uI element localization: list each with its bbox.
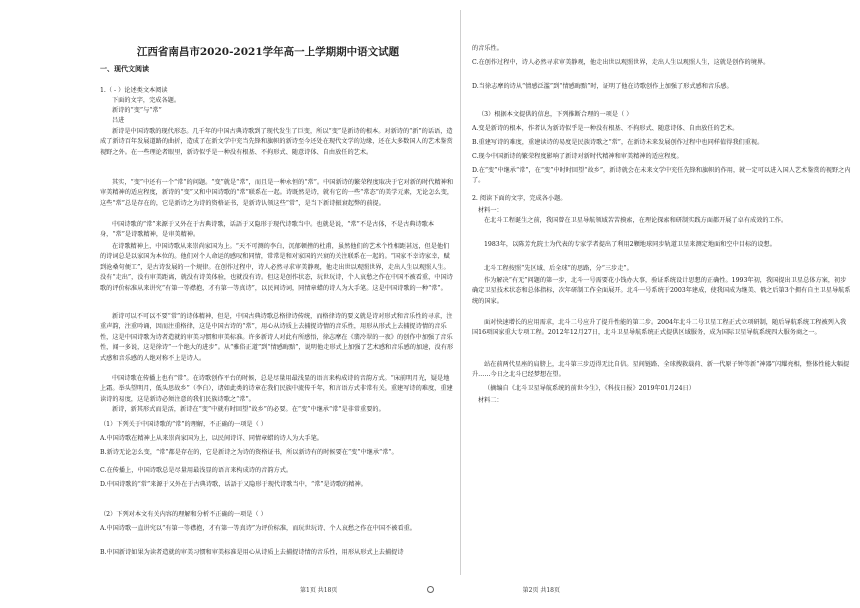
option-1-1-b: B.新诗无论怎么变，“常”都是存在的，它是新诗之为诗的资格证书，所以新诗有的时候要在“变”中继承“常”。 [100,449,398,456]
material-1-paragraph-3: 北斗工程按照“先区域、后全球”的思路，分“三步走”。 [484,265,633,272]
article-author: 吕进 [112,117,125,124]
page-footer [300,585,560,594]
article-paragraph-4: 在诗歌精神上，中国诗歌从来崇尚家国为上。“天不可测的李白，沉郁顿挫的杜甫，虽然他们的艺术个性相距甚远，但是他们的诗词总是以家国为本位的。他们对个人命运的感叹和同情，常常是和对家国的兴衰的关注联系在一起的。“国家不幸诗家幸，赋到沧桑句便工”，是古诗发展的一个规律。在创作过程中，诗人必然寻求审美静观，他走出世以观照世界，走出人生以观照人生。没有“走出”，没有审美距离，就没有诗美体验，也就没有诗。但这是创作状态，玩世玩诗，个人哀愁之作在中国不被看重，中国诗歌的评价标准从来讲究“有第一等襟抱，才有第一等真诗”，以民间诗词，同情章蜡的诗人为大手笔。这是中国诗歌的一种“常”。 [100,243,453,292]
page-title: 江西省南昌市2020-2021学年高一上学期期中语文试题 [136,46,400,58]
question-2-heading: 2. 阅读下面的文字，完成各小题。 [472,195,567,202]
article-paragraph-7: 新诗，新其形式而是活，新诗在“变”中就有时回望“故乡”的必要。在“变”中继承“常”是非常重要的。 [112,406,385,413]
material-1-paragraph-6: 站在前两代星座的肩膀上，北斗第三步迈得无比自信。星间链路、全球搜救载荷、新一代原子钟等新“神器”闪耀亮相，整体性能大幅提升……今日之北斗已经梦想在望。 [472,361,850,379]
article-title: 新诗的“变”与“常” [112,107,162,114]
option-1-2-a: A.中国诗歌一直讲究以“有第一等襟抱，才有第一等真诗”为评价标准，而玩世玩诗、个人哀愁之作在中国不被看重。 [100,525,416,532]
page-number-right: 第2页 共18页 [522,587,560,594]
material-1-label: 材料一： [478,207,503,214]
option-1-3-d: D.在“变”中继承“常”，在“变”中时时回望“故乡”，新诗就会在未来文学中充任先锋和旗帜的作用，就一定可以进入国人艺术鉴赏的视野之内了。 [472,167,851,185]
option-1-2-d: D.当徐志摩的诗从“情感泛滥”到“情感晦黯”时，证明了他在诗歌创作上加强了形式感和音乐感。 [472,83,733,90]
continued-text: 的音乐性。 [472,45,503,52]
material-1-source: （摘编自《北斗卫星导航系统的前世今生》，《科技日报》2019年01月24日） [484,385,695,392]
section-heading: 一、现代文阅读 [100,64,149,73]
question-1-heading: 1.（ - ）论述类文本阅读 [100,87,168,94]
question-1-3: （3）根据本文提供的信息，下列推断合理的一项是（ ） [478,111,633,118]
option-1-2-b: B.中国新诗如果为读者造就的审美习惯和审美标准是用心从诗质上去捕捉诗情的音乐性，用形从形式上去捕捉诗 [100,549,404,556]
option-1-3-a: A.变是新诗的根本，作者认为新诗似乎是一种没有根基、不拘形式、随意诗体、自由放任的艺术。 [472,125,739,132]
right-column [472,0,860,608]
option-1-1-d: D.中国诗歌的“常”来源于又外在于古典诗歌，话語于又隐形于现代诗歌当中，“常”是诗歌的精神。 [100,481,367,488]
article-paragraph-6: 中国诗歌在传播上也有“常”。在诗歌创作平台的时候，总是尽量用最浅显的语言来构成诗的音韵方式。“床前明月光，疑是地上霜。举头望明月，低头思故乡”（李白），诸如此类的诗章在我们民族中流传千年，和言语方式非常有关。重建写诗的难度，重建读诗的易度，这是新诗必须注意的我们民族诗歌之“常”。 [100,375,453,403]
article-paragraph-2: 其实，“变”中还有一个“常”的问题。“变”就是“常”，而且是一种永恒的“常”。中国新诗的繁荣程度取决于它对新的时代精神和审美精神的适应程度，新诗的“变”又和中国诗歌的“常”联系在一起。诗既然是诗，就有它的一些“常态”的美学元素，无论怎么变，这些“常”总是存在的，它是新诗之为诗的资格证书，是新诗认领这些“常”，是当下新诗振衰起弊的前提。 [100,179,454,207]
article-paragraph-1: 新诗是中国诗歌的现代形态。几千年的中国古典诗歌到了现代发生了巨变，所以“变”是新诗的根本。对新诗的“新”的话语，造成了新诗百年发展道路的曲折，造成了在新文学中充当先锋和旗帜的新诗至今还处在现代文学的边缘，还在大多数国人的艺术鉴赏视野之外。在一些理论者眼里，新诗似乎是一种没有根基、不拘形式、随意诗体、自由放任的艺术。 [100,128,453,156]
question-1-instruction: 下面的文字，完成各题。 [112,97,181,104]
option-1-2-c: C.在创作过程中，诗人必然寻求审美静观，他走出世以观照世界，走出人生以观照人生，这就是创作的境界。 [472,59,770,66]
column-divider [460,10,461,575]
material-1-paragraph-2: 1983年，以陈芳允院士为代表的专家学者提出了利用2颗地球同步轨道卫星来测定地面和空中目标的设想。 [484,241,776,248]
material-1-paragraph-5: 面对快速增长的应用需求，北斗二号应升了提升性能的第二步。2004年北斗二号卫星工程正式立项研制，随后导航系统工程被列入我国16项国家重大专项工程。2012年12月27日，北斗卫星导航系统正式提供区域服务，成为国际卫星导航系统四大服务商之一。 [472,319,847,337]
option-1-1-a: A.中国诗歌在精神上从来崇尚家国为上，以民间诗详、同情章蜡的诗人为大手笔。 [100,435,323,442]
material-1-paragraph-4: 作为解决“有无”问题的第一步，北斗一号需要花小钱办大事，验证系统设计思想的正确性。1993年初，我国提出卫星总体方案，初步确定卫星技术状态和总体指标，次年研制工作全面展开。北斗一号系统于2003年建成，使我国成为继美、俄之后第3个拥有自主卫星导航系统的国家。 [472,277,851,305]
article-paragraph-3: 中国诗歌的“常”来源于又外在于古典诗歌，话語于又隐形于现代诗歌当中。也就是说，“常”不是古体，不是古典诗歌本身，“常”是诗歌精神，是审美精神。 [100,221,435,239]
option-1-3-c: C.现今中国新诗的繁荣程度影响了新诗对新时代精神和审美精神的适应程度。 [472,153,683,160]
question-1-2: （2）下列对本文有关内容的理解和分析不正确的一项是（ ） [100,511,267,518]
circle-icon [427,586,434,593]
left-column [92,0,487,608]
page-number-left: 第1页 共18页 [300,587,338,594]
question-1-1: （1）下列关于中国诗歌的“常”的理解，不正确的一项是（ ） [100,421,267,428]
option-1-3-b: B.重建写诗的难度，重建读诗的易度是民族诗歌之“常”，在新诗未来发展创作过程中也同样值得我们重视。 [472,139,764,146]
article-paragraph-5: 新诗可以不可以不要“常”的诗体精神，但是，中国古典诗歌总格律诗传统，而格律诗的要义就是诗对形式和音乐性的寻求，注重声韵，注重吟诵，因而注重格律，这是中国古诗的“常”，用心从诗质上去捕捉诗情的音乐性，用形从形式上去捕捉诗情的音乐性，这是中国诗歌为诗者造就的审美习惯和审美标准。许多新诗人对此有所感悟，徐志摩在《翡冷翠的一夜》的创作中加强了音乐性，闻一多说，这是徐诗“一个绝大的进步”。从“雅俗正道”到“情感晦黯”，说明他走形式上加强了艺术感和音乐感的加速，没有形式感和音乐感的人绝对称不上是诗人。 [100,313,454,362]
material-2-label: 材料二： [478,397,503,404]
material-1-paragraph-1: 在北斗工程诞生之前，我国曾在卫星导航领域苦苦摸索，在理论探索和研制实践方面都开展了卓有成效的工作。 [484,217,788,224]
option-1-1-c: C.在传播上，中国诗歌总是尽量用最浅显的语言来构成诗的音韵方式。 [100,467,293,474]
